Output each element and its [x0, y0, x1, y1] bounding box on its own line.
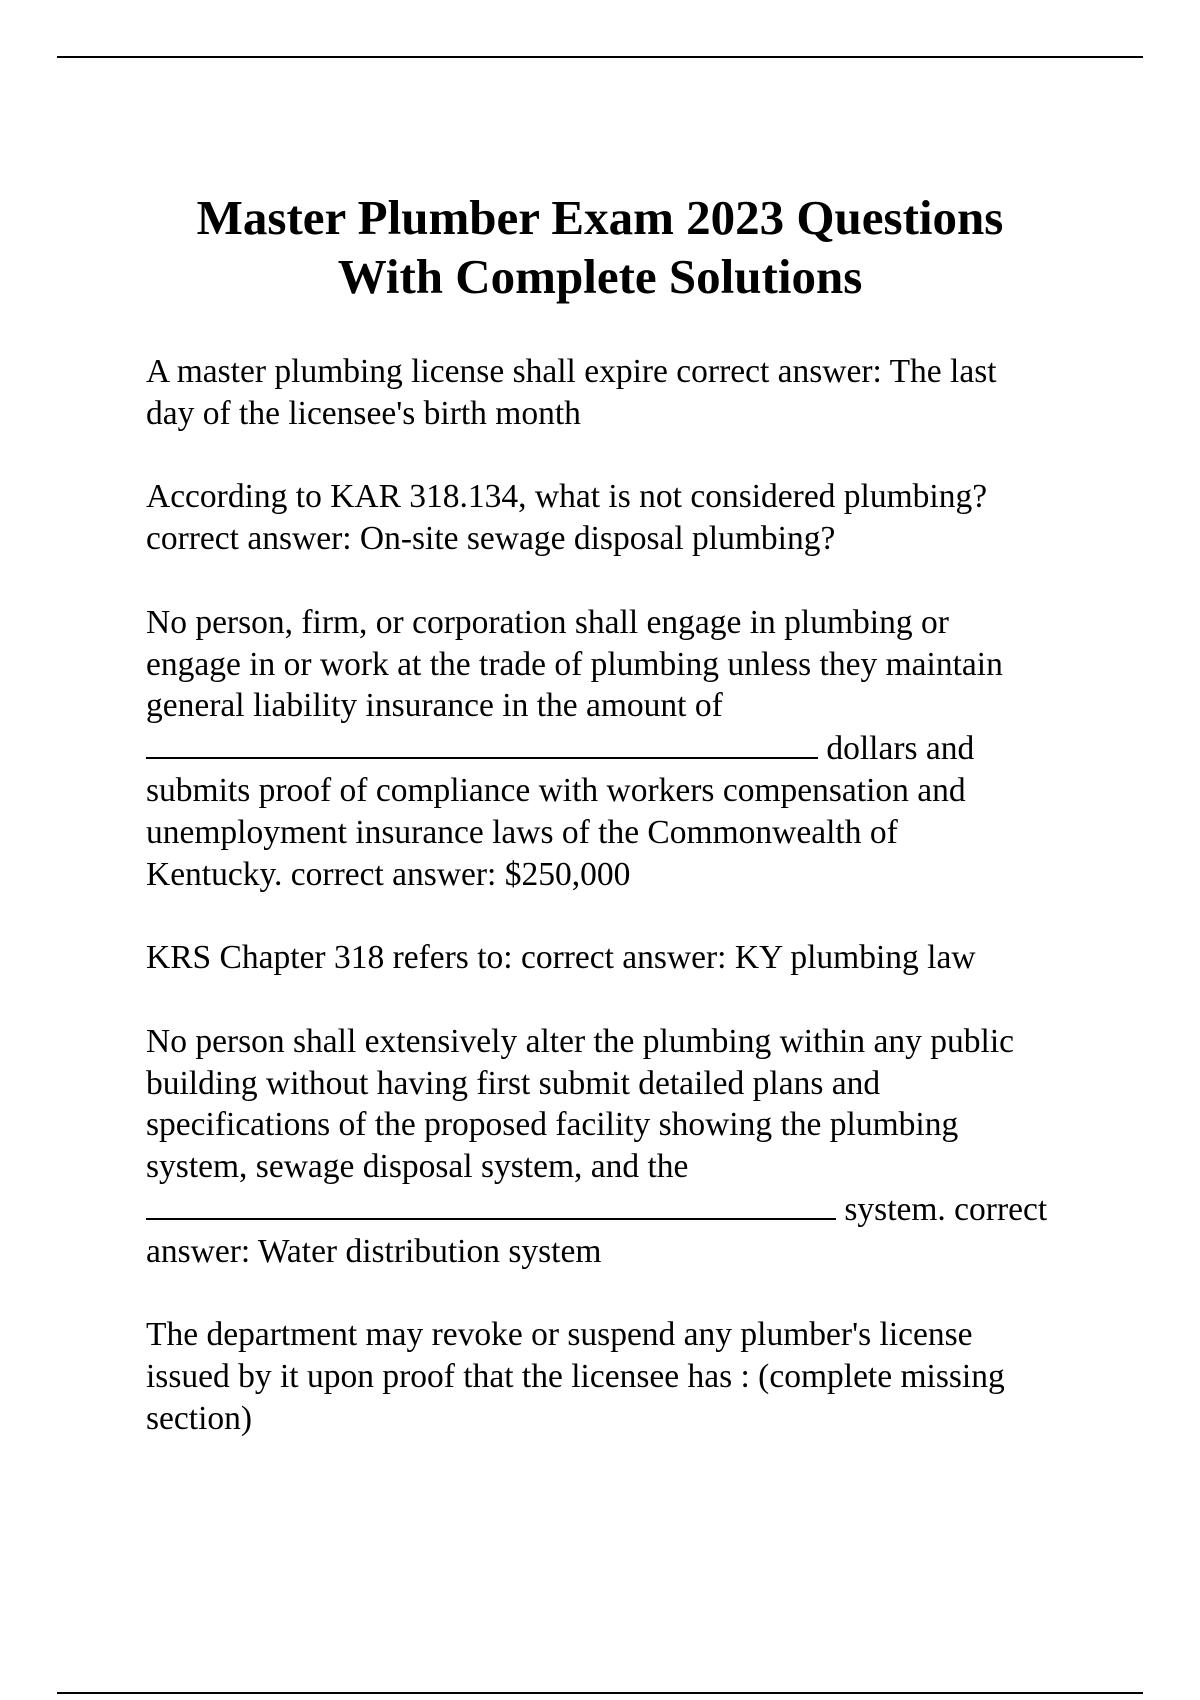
text-line: building without having first submit detailed plans and	[146, 1064, 881, 1102]
question-item	[146, 351, 1096, 435]
text-fragment: dollars and	[818, 730, 975, 768]
blank-line	[146, 1188, 1096, 1231]
blank-line	[146, 727, 1096, 770]
text-line: correct answer: On-site sewage disposal plumbing?	[146, 520, 836, 558]
bottom-rule	[57, 1692, 1143, 1694]
text-line: No person, firm, or corporation shall engage in plumbing or	[146, 603, 949, 641]
text-line: The department may revoke or suspend any plumber's license	[146, 1316, 973, 1354]
question-item	[146, 937, 1096, 979]
page-title	[0, 188, 1200, 306]
text-line: day of the licensee's birth month	[146, 394, 581, 432]
question-item	[146, 1021, 1096, 1273]
text-line: answer: Water distribution system	[146, 1232, 602, 1270]
text-line: section)	[146, 1399, 253, 1437]
text-line: general liability insurance in the amount of	[146, 687, 723, 725]
text-line: unemployment insurance laws of the Commonwealth of	[146, 813, 898, 851]
text-line: specifications of the proposed facility showing the plumbing	[146, 1106, 959, 1144]
question-item	[146, 476, 1096, 560]
top-rule	[57, 56, 1143, 58]
text-line: KRS Chapter 318 refers to: correct answer: KY plumbing law	[146, 939, 976, 977]
text-line: According to KAR 318.134, what is not considered plumbing?	[146, 478, 988, 516]
text-line: issued by it upon proof that the licensee has : (complete missing	[146, 1358, 1005, 1396]
text-line: A master plumbing license shall expire correct answer: The last	[146, 353, 997, 390]
text-fragment: system. correct	[836, 1190, 1048, 1228]
title-line-2: With Complete Solutions	[337, 249, 863, 304]
question-item	[146, 602, 1096, 896]
text-line: engage in or work at the trade of plumbing unless they maintain	[146, 645, 1003, 683]
fill-in-blank	[146, 727, 818, 759]
question-list	[146, 351, 1096, 1482]
question-item	[146, 1314, 1096, 1439]
text-line: No person shall extensively alter the plumbing within any public	[146, 1022, 1015, 1060]
text-line: submits proof of compliance with workers compensation and	[146, 771, 966, 809]
title-line-1: Master Plumber Exam 2023 Questions	[196, 190, 1004, 245]
fill-in-blank	[146, 1188, 836, 1220]
text-line: system, sewage disposal system, and the	[146, 1148, 689, 1186]
text-line: Kentucky. correct answer: $250,000	[146, 855, 631, 893]
